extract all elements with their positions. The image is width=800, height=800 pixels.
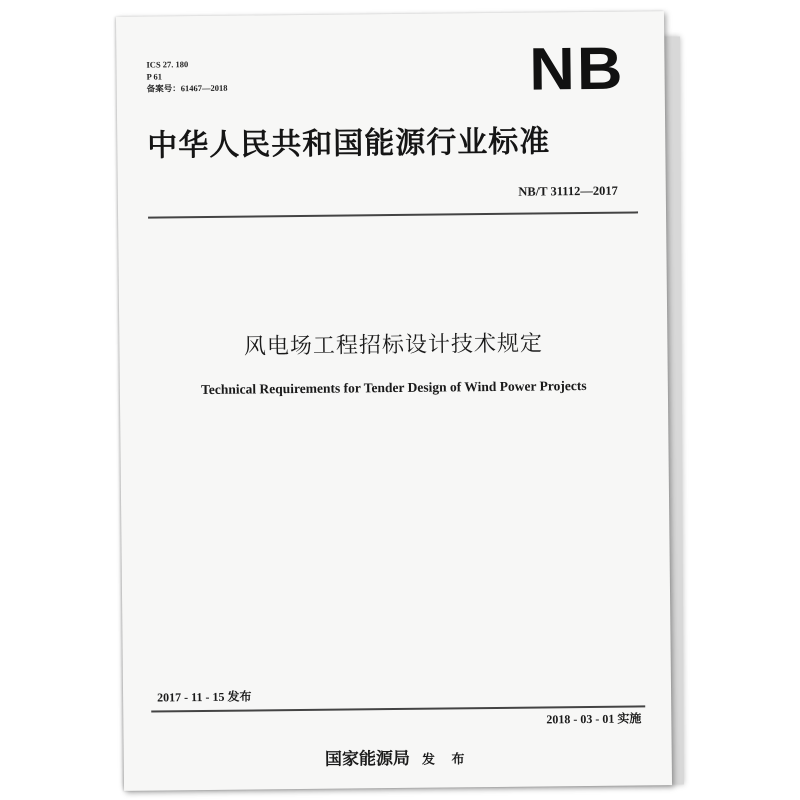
document-title-english: Technical Requirements for Tender Design of Wind Power Projects bbox=[201, 377, 587, 398]
classification-block bbox=[146, 58, 227, 95]
publisher-line bbox=[124, 741, 672, 772]
standard-number: NB/T 31112—2017 bbox=[518, 183, 618, 199]
filing-number: 备案号：61467—2018 bbox=[146, 82, 228, 94]
ccs-code: P 61 bbox=[146, 71, 162, 82]
top-divider bbox=[148, 211, 638, 218]
issue-date: 2017 - 11 - 15 发布 bbox=[157, 689, 252, 705]
ics-code: ICS 27. 180 bbox=[146, 59, 189, 70]
implementation-date: 2018 - 03 - 01 实施 bbox=[546, 711, 642, 727]
industry-standard-title: 中华人民共和国能源行业标准 bbox=[147, 124, 551, 164]
book-cover bbox=[116, 11, 672, 791]
publish-action: 发 布 bbox=[421, 752, 471, 768]
nb-logo: NB bbox=[529, 34, 626, 103]
document-title-chinese: 风电场工程招标设计技术规定 bbox=[243, 331, 544, 360]
publisher-name: 国家能源局 bbox=[324, 748, 411, 770]
